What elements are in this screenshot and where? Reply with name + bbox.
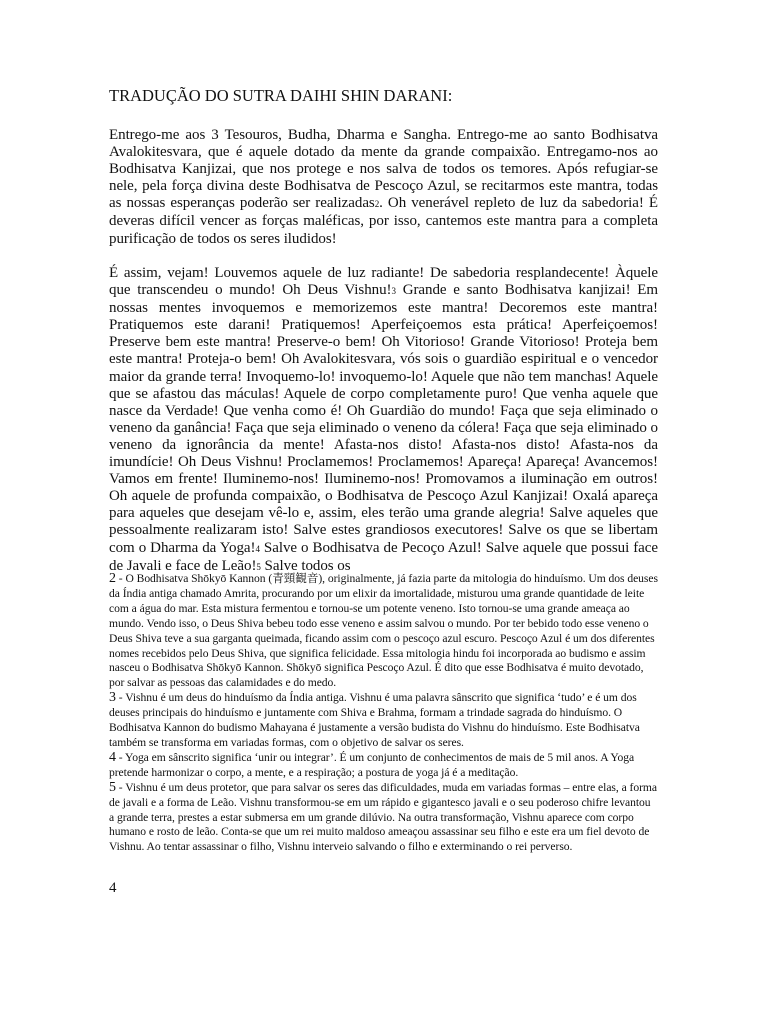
footnote-5 xyxy=(109,781,658,856)
footnote-text: - Vishnu é um deus protetor, que para salvar os seres das dificuldades, muda em variadas formas – entre elas, a forma de javali e a forma de Leão. Vishnu transformou-se em um rápido e gigantesco javali e o seu poderoso chifre levantou a grande terra, prestes a estar submersa em um grande dilúvio. Na outra transformação, Vishnu aparece com corpo humano e rosto de leão. Conta-se que um rei muito maldoso ameaçou assassinar seu filho e este era um fiel devoto de Vishnu. Ao tentar assassinar o filho, Vishnu interveio salvando o filho e exterminando o rei perverso. xyxy=(109,780,657,854)
paragraph-text: Salve o Bodhisatva de Pecoço Azul! Salve aquele que possui face de Javali e face de Leão! xyxy=(109,539,659,574)
footnote-text: - O Bodhisatva Shōkyō Kannon (青頸観音), originalmente, já fazia parte da mitologia do hinduísmo. Um dos deuses da Índia antiga chamado Amrita, procurando por um elixir da imortalidade, misturou uma grande quantidade de leite com a água do mar. Esta mistura fermentou e tornou-se um potente veneno. Isto tornou-se uma grande ameaça ao mundo. Vendo isso, o Deus Shiva bebeu todo esse veneno e assim salvou o mundo. Por ter bebido todo esse veneno o Deus Shiva teve a sua garganta queimada, ficando assim com o pescoço azul escuro. Pescoço Azul é um dos diferentes nomes recebidos pelo Deus Shiva, que significa felicidade. Essa mitologia hindu foi incorporada ao budismo e assim nasceu o Bodhisatva Shōkyō Kannon. Shōkyō significa Pescoço Azul. É dito que esse Bodhisatva é muito devotado, por salvar as pessoas das calamidades e do medo. xyxy=(109,572,658,690)
paragraph-text: . Oh venerável repleto de luz da sabedoria! É deveras difícil vencer as forças maléficas, por isso, cantemos este mantra para a completa purificação de todos os seres iludidos! xyxy=(109,195,658,247)
footnote-2 xyxy=(109,572,658,691)
paragraph-invocation xyxy=(109,127,658,248)
footnote-4 xyxy=(109,751,658,781)
paragraph-text: É assim, vejam! Louvemos aquele de luz radiante! De sabedoria resplandecente! Àquele que transcendeu o mundo! Oh Deus Vishnu! xyxy=(109,265,658,299)
footnote-number: 2 xyxy=(109,571,116,586)
footnote-ref-2: 2 xyxy=(374,199,380,210)
paragraph-mantra xyxy=(109,265,658,576)
footnote-number: 4 xyxy=(109,749,116,765)
footnote-text: - Vishnu é um deus do hinduísmo da Índia antiga. Vishnu é uma palavra sânscrito que significa ‘tudo’ e é um dos deuses principais do hinduísmo e juntamente com Shiva e Brahma, formam a trindade sagrada do hinduísmo. O Bodhisatva Kannon do budismo Mahayana é justamente a versão budista do Vishnu do hinduísmo. Este Bodhisatva também se transforma em variadas formas, com o objetivo de salvar os seres. xyxy=(109,691,640,749)
page-title: TRADUÇÃO DO SUTRA DAIHI SHIN DARANI: xyxy=(109,86,453,105)
page-number: 4 xyxy=(109,880,117,896)
footnote-ref-4: 4 xyxy=(255,543,260,554)
paragraph-text: Entrego-me aos 3 Tesouros, Budha, Dharma e Sangha. Entrego-me ao santo Bodhisatva Avalokitesvara, que é aquele dotado da mente da grande compaixão. Entregamo-nos ao Bodhisatva Kanjizai, que nos protege e nos salva de todos os temores. Após refugiar-se nele, pela força divina deste Bodhisatva de Pescoço Azul, se recitarmos este mantra, todas as nossas esperanças poderão ser realizadas xyxy=(109,127,658,212)
footnote-number: 5 xyxy=(109,779,116,795)
footnote-number: 3 xyxy=(109,690,116,706)
footnote-3 xyxy=(109,691,658,751)
paragraph-text: Salve todos os xyxy=(260,557,351,574)
footnote-ref-5: 5 xyxy=(256,561,261,572)
footnote-text: - Yoga em sânscrito significa ‘unir ou integrar’. É um conjunto de conhecimentos de mais de 5 mil anos. A Yoga pretende harmonizar o corpo, a mente, e a respiração; a postura de yoga já é a meditação. xyxy=(109,750,635,779)
footnote-ref-3: 3 xyxy=(391,286,396,297)
footnotes xyxy=(109,572,658,855)
paragraph-text: Grande e santo Bodhisatva kanjizai! Em nossas mentes invoquemos e memorizemos este mantra! Decoremos este mantra! Pratiquemos este darani! Pratiquemos! Aperfeiçoemos esta prática! Aperfeiçoemos! Preserve bem este mantra! Preserve-o bem! Oh Vitorioso! Grande Vitorioso! Proteja bem este mantra! Proteja-o bem! Oh Avalokitesvara, vós sois o guardião espiritual e o vencedor maior da grande terra! Invoquemo-lo! invoquemo-lo! Aquele que não tem manchas! Aquele que se afastou das máculas! Aquele de corpo completamente puro! Que venha aquele que nasce da Verdade! Que venha como é! Oh Guardião do mundo! Faça que seja eliminado o veneno da ganância! Faça que seja eliminado o veneno da cólera! Faça que seja eliminado o veneno da ignorância da mente! Afasta-nos disto! Afasta-nos disto! Afasta-nos da imundície! Oh Deus Vishnu! Proclamemos! Proclamemos! Apareça! Apareça! Avancemos! Vamos em frente! Iluminemo-nos! Iluminemo-nos! Promovamos a iluminação em outros! Oh aquele de profunda compaixão, o Bodhisatva de Pescoço Azul Kanjizai! Oxalá apareça para aqueles que desejam vê-lo e, assim, eles terão uma grande alegria! Salve aqueles que pessoalmente realizaram isto! Salve estes grandiosos executores! Salve os que se libertam com o Dharma da Yoga! xyxy=(109,282,658,556)
